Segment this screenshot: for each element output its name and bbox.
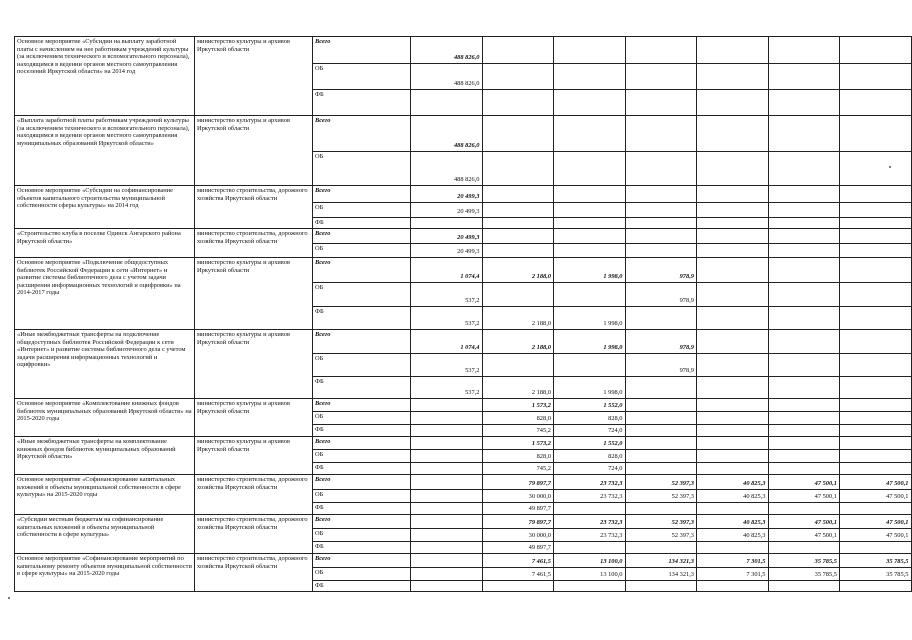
amount-cell: 52 397,3 (625, 515, 697, 529)
funding-source-cell: ОБ (313, 203, 411, 218)
amount-cell (840, 354, 912, 377)
amount-cell (840, 581, 912, 592)
funding-source-cell: ФБ (313, 503, 411, 515)
amount-cell (482, 203, 554, 218)
amount-cell: 49 897,7 (482, 542, 554, 554)
amount-cell (840, 503, 912, 515)
executor-cell: министерство строительства, дорожного хозяйства Иркутской области (195, 186, 313, 229)
amount-cell: 23 732,3 (554, 490, 626, 503)
amount-cell (411, 463, 483, 475)
amount-cell (482, 218, 554, 229)
amount-cell (840, 258, 912, 283)
executor-cell: министерство культуры и архивов Иркутской области (195, 437, 313, 475)
funding-source-cell: ОБ (313, 529, 411, 542)
amount-cell (411, 529, 483, 542)
amount-cell (697, 37, 769, 64)
funding-source-cell: Всего (313, 554, 411, 568)
amount-cell (840, 377, 912, 399)
amount-cell (554, 542, 626, 554)
amount-cell (554, 218, 626, 229)
executor-cell: министерство строительства, дорожного хозяйства Иркутской области (195, 475, 313, 515)
amount-cell (482, 64, 554, 90)
amount-cell (840, 186, 912, 203)
amount-cell: 35 785,5 (768, 554, 840, 568)
activity-name-cell: «Строительство клуба в поселке Одинск Ангарского района Иркутской области» (15, 229, 195, 258)
amount-cell (768, 37, 840, 64)
amount-cell: 7 301,5 (697, 554, 769, 568)
table-row (15, 399, 912, 412)
amount-cell: 1 074,4 (411, 258, 483, 283)
amount-cell: 745,2 (482, 463, 554, 475)
amount-cell: 1 074,4 (411, 330, 483, 354)
amount-cell: 537,2 (411, 307, 483, 330)
amount-cell: 488 826,0 (411, 116, 483, 152)
amount-cell (697, 218, 769, 229)
amount-cell (697, 64, 769, 90)
funding-source-cell: Всего (313, 186, 411, 203)
amount-cell (625, 437, 697, 450)
amount-cell (697, 244, 769, 258)
activity-name-cell: «Субсидии местным бюджетам на софинансирование капитальных вложений в объекты муниципальной собственности в сфере культуры» (15, 515, 195, 554)
amount-cell (768, 186, 840, 203)
amount-cell (625, 90, 697, 116)
table-row (15, 437, 912, 450)
amount-cell: 2 188,0 (482, 377, 554, 399)
amount-cell (554, 116, 626, 152)
amount-cell: 537,2 (411, 283, 483, 307)
amount-cell (697, 283, 769, 307)
amount-cell: 7 461,5 (482, 568, 554, 581)
table-row (15, 186, 912, 203)
amount-cell (768, 90, 840, 116)
amount-cell (625, 37, 697, 64)
executor-cell: министерство культуры и архивов Иркутской области (195, 330, 313, 399)
executor-cell: министерство культуры и архивов Иркутской области (195, 37, 313, 116)
funding-source-cell: ОБ (313, 354, 411, 377)
activity-name-cell: Основное мероприятие «Подключение общедоступных библиотек Российской Федерации к сети «Интернет» и развитие системы библиотечного дела с учетом задачи расширения информационных технологий и оцифровки» на 2014-2017 годы (15, 258, 195, 330)
amount-cell: 23 732,3 (554, 475, 626, 490)
amount-cell (840, 64, 912, 90)
amount-cell: 537,2 (411, 377, 483, 399)
amount-cell (482, 186, 554, 203)
amount-cell: 828,0 (554, 412, 626, 425)
executor-cell: министерство строительства, дорожного хозяйства Иркутской области (195, 229, 313, 258)
amount-cell: 47 500,1 (768, 490, 840, 503)
amount-cell: 1 998,0 (554, 307, 626, 330)
amount-cell: 47 500,1 (840, 515, 912, 529)
funding-source-cell: ФБ (313, 377, 411, 399)
amount-cell (840, 229, 912, 244)
table-row (15, 330, 912, 354)
amount-cell (768, 399, 840, 412)
amount-cell: 79 897,7 (482, 515, 554, 529)
amount-cell (554, 229, 626, 244)
amount-cell (697, 330, 769, 354)
amount-cell: 2 188,0 (482, 258, 554, 283)
amount-cell: 30 000,0 (482, 490, 554, 503)
amount-cell (697, 412, 769, 425)
amount-cell (482, 581, 554, 592)
amount-cell (840, 218, 912, 229)
amount-cell: 13 100,0 (554, 554, 626, 568)
funding-source-cell: ОБ (313, 568, 411, 581)
amount-cell (625, 186, 697, 203)
amount-cell (625, 116, 697, 152)
amount-cell (697, 116, 769, 152)
amount-cell (411, 568, 483, 581)
amount-cell: 47 500,1 (768, 515, 840, 529)
amount-cell (840, 330, 912, 354)
amount-cell (768, 463, 840, 475)
amount-cell (625, 244, 697, 258)
amount-cell: 47 500,1 (840, 529, 912, 542)
amount-cell: 488 826,0 (411, 152, 483, 186)
funding-source-cell: ФБ (313, 542, 411, 554)
activity-name-cell: «Иные межбюджетные трансферты на подключение общедоступных библиотек Российской Федерации к сети «Интернет» и развитие системы библиотечного дела с учетом задачи расширения информационных технологий и оцифровки» (15, 330, 195, 399)
amount-cell (768, 283, 840, 307)
amount-cell: 79 897,7 (482, 475, 554, 490)
amount-cell (625, 412, 697, 425)
amount-cell: 30 000,0 (482, 529, 554, 542)
amount-cell (768, 116, 840, 152)
amount-cell (768, 152, 840, 186)
amount-cell (625, 425, 697, 437)
amount-cell: 47 500,1 (840, 475, 912, 490)
activity-name-cell: Основное мероприятие «Софинансирование капитальных вложений в объекты муниципальной собственности в сфере культуры» на 2015-2020 годы (15, 475, 195, 515)
amount-cell (768, 64, 840, 90)
funding-source-cell: Всего (313, 399, 411, 412)
amount-cell (411, 399, 483, 412)
amount-cell: 828,0 (482, 450, 554, 463)
funding-source-cell: Всего (313, 475, 411, 490)
amount-cell: 134 321,3 (625, 554, 697, 568)
amount-cell (554, 283, 626, 307)
funding-source-cell: ОБ (313, 152, 411, 186)
amount-cell: 47 500,1 (840, 490, 912, 503)
amount-cell (625, 542, 697, 554)
activity-name-cell: Основное мероприятие «Субсидии на выплату заработной платы с начислением на нее работникам учреждений культуры (за исключением технического и вспомогательного персонала), находящимся в ведении органов местного самоуправления поселений Иркутской области» на 2014 год (15, 37, 195, 116)
amount-cell (768, 542, 840, 554)
amount-cell (697, 152, 769, 186)
amount-cell: 52 397,3 (625, 529, 697, 542)
amount-cell: 724,0 (554, 425, 626, 437)
funding-source-cell: Всего (313, 116, 411, 152)
amount-cell: 1 998,0 (554, 258, 626, 283)
amount-cell (697, 425, 769, 437)
amount-cell (697, 437, 769, 450)
amount-cell (482, 229, 554, 244)
amount-cell (768, 258, 840, 283)
amount-cell (625, 203, 697, 218)
amount-cell (768, 354, 840, 377)
funding-source-cell: ОБ (313, 64, 411, 90)
amount-cell (625, 399, 697, 412)
amount-cell: 52 397,3 (625, 490, 697, 503)
amount-cell (625, 152, 697, 186)
scan-speck (889, 166, 891, 168)
amount-cell (411, 412, 483, 425)
amount-cell: 2 188,0 (482, 330, 554, 354)
activity-name-cell: Основное мероприятие «Комплектование книжных фондов библиотек муниципальных образований Иркутской области» на 2015-2020 годы (15, 399, 195, 437)
amount-cell (554, 503, 626, 515)
amount-cell: 134 321,3 (625, 568, 697, 581)
amount-cell (697, 581, 769, 592)
budget-table-sheet (14, 36, 909, 607)
funding-source-cell: Всего (313, 437, 411, 450)
amount-cell: 52 397,3 (625, 475, 697, 490)
amount-cell (411, 503, 483, 515)
amount-cell (840, 152, 912, 186)
activity-name-cell: «Иные межбюджетные трансферты на комплектование книжных фондов библиотек муниципальных образований Иркутской области» (15, 437, 195, 475)
amount-cell: 23 732,3 (554, 515, 626, 529)
table-row (15, 515, 912, 529)
amount-cell (554, 203, 626, 218)
amount-cell (768, 307, 840, 330)
budget-table (14, 36, 912, 592)
amount-cell (482, 354, 554, 377)
amount-cell (697, 503, 769, 515)
table-row (15, 229, 912, 244)
scan-speck (8, 597, 10, 599)
amount-cell: 20 499,3 (411, 229, 483, 244)
amount-cell: 2 188,0 (482, 307, 554, 330)
amount-cell: 40 825,3 (697, 490, 769, 503)
amount-cell (554, 581, 626, 592)
amount-cell (697, 354, 769, 377)
amount-cell: 828,0 (482, 412, 554, 425)
funding-source-cell: ФБ (313, 90, 411, 116)
amount-cell: 488 826,0 (411, 64, 483, 90)
amount-cell (697, 463, 769, 475)
amount-cell: 20 499,3 (411, 186, 483, 203)
amount-cell (697, 542, 769, 554)
amount-cell (411, 581, 483, 592)
amount-cell: 23 732,3 (554, 529, 626, 542)
amount-cell: 7 461,5 (482, 554, 554, 568)
amount-cell (840, 203, 912, 218)
amount-cell (697, 450, 769, 463)
activity-name-cell: Основное мероприятие «Субсидии на софинансирование объектов капитального строительства муниципальной собственности сферы культуры» на 2014 год (15, 186, 195, 229)
amount-cell (411, 90, 483, 116)
amount-cell: 35 785,5 (840, 554, 912, 568)
activity-name-cell: «Выплата заработной платы работникам учреждений культуры (за исключением технического и вспомогательного персонала), находящимся в ведении органов местного самоуправления муниципальных образований Иркутской области» (15, 116, 195, 186)
amount-cell (554, 186, 626, 203)
funding-source-cell: ОБ (313, 412, 411, 425)
amount-cell: 47 500,1 (768, 529, 840, 542)
amount-cell (411, 475, 483, 490)
amount-cell (697, 203, 769, 218)
amount-cell (768, 450, 840, 463)
amount-cell: 488 826,0 (411, 37, 483, 64)
funding-source-cell: Всего (313, 515, 411, 529)
amount-cell: 7 301,5 (697, 568, 769, 581)
table-row (15, 37, 912, 64)
executor-cell: министерство строительства, дорожного хозяйства Иркутской области (195, 515, 313, 554)
amount-cell (768, 330, 840, 354)
amount-cell: 537,2 (411, 354, 483, 377)
amount-cell (411, 425, 483, 437)
funding-source-cell: ФБ (313, 307, 411, 330)
amount-cell (768, 437, 840, 450)
amount-cell (840, 116, 912, 152)
amount-cell (840, 244, 912, 258)
amount-cell (768, 229, 840, 244)
funding-source-cell: Всего (313, 37, 411, 64)
funding-source-cell: Всего (313, 330, 411, 354)
amount-cell: 20 499,3 (411, 244, 483, 258)
amount-cell (697, 307, 769, 330)
activity-name-cell: Основное мероприятие «Софинансирование мероприятий по капитальному ремонту объектов муниципальной собственности в сфере культуры» на 2015-2020 годы (15, 554, 195, 592)
amount-cell (411, 542, 483, 554)
amount-cell (482, 244, 554, 258)
amount-cell (411, 490, 483, 503)
amount-cell (840, 399, 912, 412)
amount-cell: 1 573,2 (482, 399, 554, 412)
amount-cell: 1 552,0 (554, 437, 626, 450)
funding-source-cell: ФБ (313, 425, 411, 437)
amount-cell: 1 998,0 (554, 330, 626, 354)
amount-cell (625, 229, 697, 244)
amount-cell (840, 450, 912, 463)
funding-source-cell: ОБ (313, 283, 411, 307)
amount-cell (697, 229, 769, 244)
amount-cell (554, 37, 626, 64)
amount-cell (482, 90, 554, 116)
amount-cell (554, 64, 626, 90)
amount-cell: 13 100,0 (554, 568, 626, 581)
table-row (15, 116, 912, 152)
funding-source-cell: Всего (313, 258, 411, 283)
amount-cell: 1 573,2 (482, 437, 554, 450)
amount-cell: 978,9 (625, 330, 697, 354)
funding-source-cell: ОБ (313, 244, 411, 258)
amount-cell (482, 283, 554, 307)
funding-source-cell: Всего (313, 229, 411, 244)
amount-cell: 1 552,0 (554, 399, 626, 412)
amount-cell (768, 425, 840, 437)
funding-source-cell: ФБ (313, 581, 411, 592)
executor-cell: министерство культуры и архивов Иркутской области (195, 116, 313, 186)
amount-cell (625, 218, 697, 229)
amount-cell (697, 258, 769, 283)
amount-cell (554, 244, 626, 258)
amount-cell (482, 116, 554, 152)
executor-cell: министерство строительства, дорожного хозяйства Иркутской области (195, 554, 313, 592)
amount-cell (768, 203, 840, 218)
amount-cell: 828,0 (554, 450, 626, 463)
funding-source-cell: ФБ (313, 218, 411, 229)
amount-cell: 40 825,3 (697, 529, 769, 542)
executor-cell: министерство культуры и архивов Иркутской области (195, 258, 313, 330)
amount-cell: 47 500,1 (768, 475, 840, 490)
amount-cell (625, 463, 697, 475)
amount-cell (768, 218, 840, 229)
amount-cell (768, 412, 840, 425)
amount-cell (411, 450, 483, 463)
amount-cell (840, 542, 912, 554)
amount-cell (554, 354, 626, 377)
amount-cell: 40 825,3 (697, 475, 769, 490)
amount-cell: 35 785,5 (768, 568, 840, 581)
amount-cell (625, 581, 697, 592)
amount-cell (840, 437, 912, 450)
amount-cell (411, 554, 483, 568)
table-body (15, 37, 912, 592)
amount-cell (625, 307, 697, 330)
amount-cell: 20 499,3 (411, 203, 483, 218)
amount-cell (625, 450, 697, 463)
amount-cell (625, 64, 697, 90)
amount-cell (840, 463, 912, 475)
amount-cell (625, 503, 697, 515)
amount-cell (411, 218, 483, 229)
amount-cell: 40 825,3 (697, 515, 769, 529)
amount-cell (840, 37, 912, 64)
amount-cell: 724,0 (554, 463, 626, 475)
amount-cell (840, 412, 912, 425)
amount-cell (482, 152, 554, 186)
amount-cell (697, 377, 769, 399)
amount-cell (697, 399, 769, 412)
amount-cell (768, 503, 840, 515)
amount-cell (625, 377, 697, 399)
amount-cell (768, 581, 840, 592)
amount-cell: 745,2 (482, 425, 554, 437)
funding-source-cell: ОБ (313, 490, 411, 503)
funding-source-cell: ОБ (313, 450, 411, 463)
table-row (15, 475, 912, 490)
amount-cell: 978,9 (625, 283, 697, 307)
amount-cell: 35 785,5 (840, 568, 912, 581)
amount-cell (768, 377, 840, 399)
amount-cell: 49 897,7 (482, 503, 554, 515)
amount-cell: 978,9 (625, 354, 697, 377)
table-row (15, 258, 912, 283)
amount-cell (697, 186, 769, 203)
amount-cell (482, 37, 554, 64)
amount-cell (840, 307, 912, 330)
executor-cell: министерство культуры и архивов Иркутской области (195, 399, 313, 437)
amount-cell (411, 437, 483, 450)
amount-cell (840, 425, 912, 437)
amount-cell (411, 515, 483, 529)
table-row (15, 554, 912, 568)
amount-cell (840, 283, 912, 307)
funding-source-cell: ФБ (313, 463, 411, 475)
amount-cell (554, 152, 626, 186)
amount-cell (840, 90, 912, 116)
amount-cell (554, 90, 626, 116)
amount-cell (768, 244, 840, 258)
amount-cell: 1 998,0 (554, 377, 626, 399)
amount-cell: 978,9 (625, 258, 697, 283)
amount-cell (697, 90, 769, 116)
